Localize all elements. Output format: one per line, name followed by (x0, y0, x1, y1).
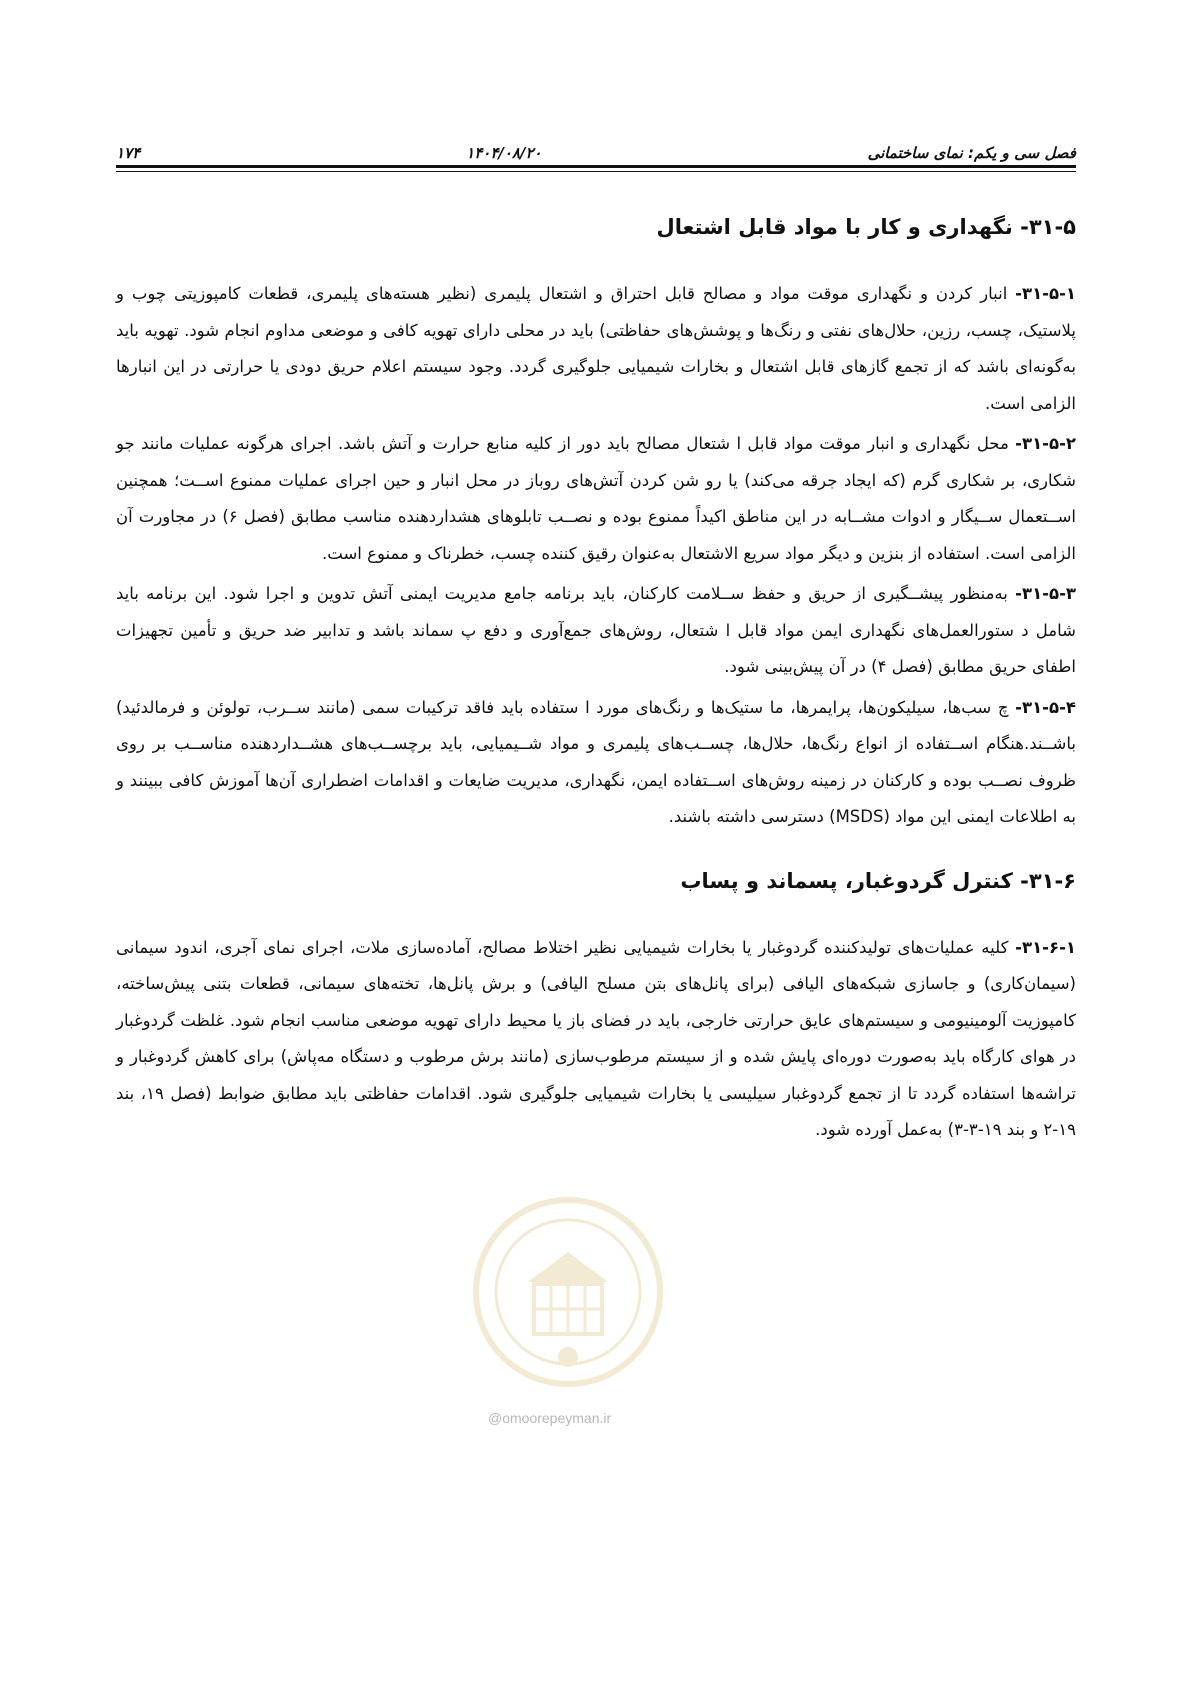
clause-text: کلیه عملیات‌های تولیدکننده گردوغبار یا بخارات شیمیایی نظیر اختلاط مصالح، آماده‌سازی ملات، اجرای نمای آجری، اندود سیمانی (سیمان‌کاری) و جاسازی شبکه‌های الیافی (برای پانل‌های بتن مسلح الیافی) و برش پانل‌ها، تخته‌های سیمانی، قطعات بتنی پیش‌ساخته، کامپوزیت آلومینیومی و سیستم‌های عایق حرارتی خارجی، باید در فضای باز یا محیط دارای تهویه موضعی مناسب انجام شود. غلظت گردوغبار در هوای کارگاه باید به‌صورت دوره‌ای پایش شده و از سیستم مرطوب‌سازی (مانند برش مرطوب و دستگاه مه‌پاش) برای کاهش گردوغبار و تراشه‌ها استفاده گردد تا از تجمع گردوغبار سیلیسی یا بخارات شیمیایی جلوگیری شود. اقدامات حفاظتی باید مطابق ضوابط (فصل ۱۹، بند ۱۹-۲ و بند ۱۹-۳-۳) به‌عمل آورده شود. (116, 937, 1076, 1139)
clause-number: ۳۱-۵-۳- (1015, 584, 1076, 603)
clause-text: محل نگهداری و انبار موقت مواد قابل ا شتعال مصالح باید دور از کلیه منابع حرارت و آتش باشد. اجرای هرگونه عملیات مانند جو شکاری، بر شکاری گرم (که ایجاد جرقه می‌کند) یا رو شن کردن آتش‌های روباز در محل انبار و حین اجرای عملیات ممنوع اســت؛ همچنین اســتعمال ســیگار و ادوات مشــابه در این مناطق اکیداً ممنوع بوده و نصــب تابلوهای هشداردهنده مناسب مطابق (فصل ۶) در مجاورت آن الزامی است. استفاده از بنزین و دیگر مواد سریع الاشتعال به‌عنوان رقیق کننده چسب، خطرناک و ممنوع است. (116, 434, 1076, 563)
clause-number: ۳۱-۵-۲- (1015, 434, 1076, 453)
page-body (116, 212, 1076, 1153)
chapter-title: فصل سی و یکم: نمای ساختمانی (867, 144, 1076, 162)
paragraph (116, 576, 1076, 686)
paragraph (116, 930, 1076, 1149)
section-heading: ۳۱-۵- نگهداری و کار با مواد قابل اشتعال (656, 215, 1076, 239)
section-heading: ۳۱-۶- کنترل گردوغبار، پسماند و پساب (680, 868, 1076, 893)
clause-number: ۳۱-۵-۱- (1015, 284, 1076, 303)
clause-text: به‌منظور پیشــگیری از حریق و حفظ ســلامت کارکنان، باید برنامه جامع مدیریت ایمنی آتش تدوین و اجرا شود. این برنامه باید شامل د ستورالعمل‌های نگهداری ایمن مواد قابل ا شتعال، روش‌های جمع‌آوری و دفع پ سماند باشد و تدابیر ضد حریق و تأمین تجهیزات اطفای حریق مطابق (فصل ۴) در آن پیش‌بینی شود. (116, 584, 1076, 676)
header-date: ۱۴۰۴/۰۸/۲۰ (466, 144, 542, 162)
clause-number: ۳۱-۶-۱- (1015, 937, 1076, 957)
header-rule-thin (116, 171, 1076, 172)
paragraph (116, 276, 1076, 422)
clause-number: ۳۱-۵-۴- (1015, 697, 1076, 717)
header-rule-thick (116, 165, 1076, 168)
watermark-seal-icon (468, 1192, 668, 1402)
clause-text: چ سب‌ها، سیلیکون‌ها، پرایمرها، ما ستیک‌ها و رنگ‌های مورد ا ستفاده باید فاقد ترکیبات سمی (مانند ســرب، تولوئن و فرمالدئید) باشــند.هنگام اســتفاده از انواع رنگ‌ها، حلال‌ها، چســب‌های پلیمری و مواد شــیمیایی، باید برچســب‌های هشــداردهنده مناســب بر روی ظروف نصــب بوده و کارکنان در زمینه روش‌های اســتفاده ایمن، نگهداری، مدیریت ضایعات و اقدامات اضطراری آن‌ها آموزش کافی ببینند و به اطلاعات ایمنی این مواد (MSDS) دسترسی داشته باشند. (116, 697, 1076, 826)
paragraph (116, 690, 1076, 836)
page-number: ۱۷۴ (116, 144, 141, 162)
watermark-url: @omoorepeyman.ir (488, 1410, 612, 1426)
clause-text: انبار کردن و نگهداری موقت مواد و مصالح قابل احتراق و اشتعال پلیمری (نظیر هسته‌های پلیمری، قطعات کامپوزیتی چوب و پلاستیک، چسب، رزین، حلال‌های نفتی و رنگ‌ها و پوشش‌های حفاظتی) باید در محلی دارای تهویه کافی و موضعی مداوم انجام شود. تهویه باید به‌گونه‌ای باشد که از تجمع گازهای قابل اشتعال و بخارات شیمیایی جلوگیری گردد. وجود سیستم اعلام حریق دودی یا حرارتی در این انبارها الزامی است. (116, 284, 1076, 413)
paragraph (116, 426, 1076, 572)
page-header (116, 128, 1076, 162)
